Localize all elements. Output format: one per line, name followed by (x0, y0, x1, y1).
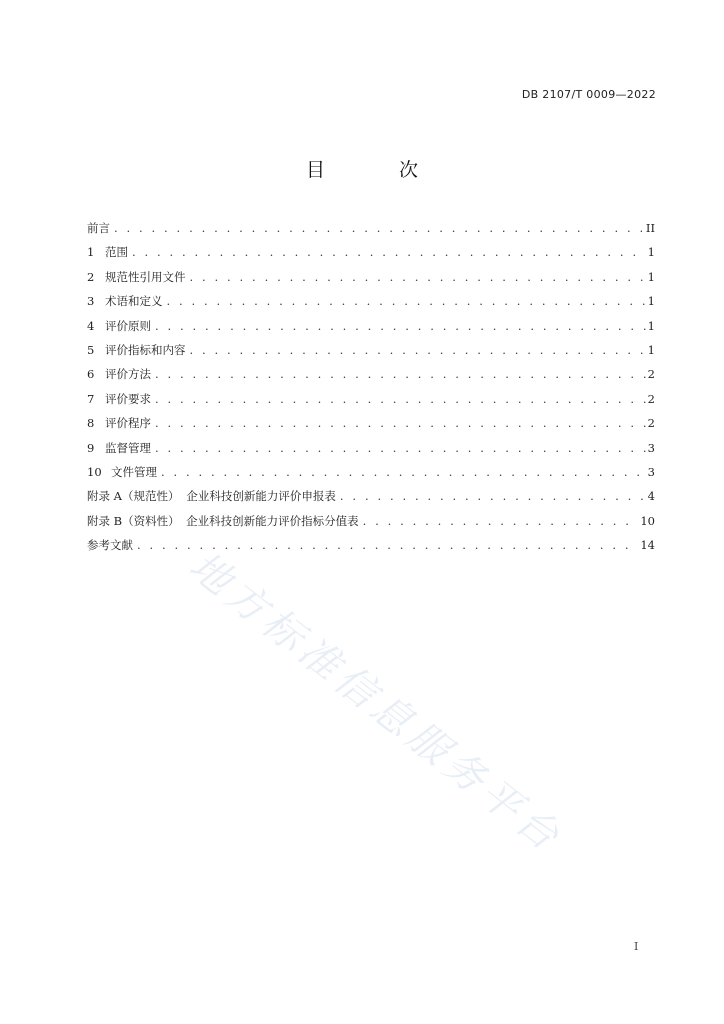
watermark: 地方标准信息服务平台 (180, 543, 572, 863)
toc-entry-number: 9 (87, 440, 95, 455)
toc-entry-references[interactable] (87, 533, 655, 557)
toc-entry-4[interactable] (87, 314, 655, 338)
toc-entry-label: 附录 A（规范性） (87, 489, 180, 504)
toc-leader-dots (363, 509, 639, 533)
toc-entry-label: 监督管理 (105, 440, 151, 455)
toc-entry-page: 2 (647, 416, 655, 431)
toc-leader-dots (155, 362, 646, 386)
toc-leader-dots (161, 460, 646, 484)
toc-entry-2[interactable] (87, 265, 655, 289)
toc-entry-number: 10 (87, 464, 102, 479)
toc-entry-number: 5 (87, 342, 95, 357)
toc-entry-page: 1 (647, 318, 655, 333)
toc-entry-label: 术语和定义 (105, 294, 163, 309)
toc-leader-dots (137, 533, 638, 557)
toc-entry-foreword[interactable] (87, 216, 655, 240)
toc-entry-number: 6 (87, 367, 95, 382)
toc-entry-page: 1 (647, 245, 655, 260)
toc-entry-number: 3 (87, 294, 95, 309)
toc-leader-dots (190, 338, 646, 362)
toc-entry-3[interactable] (87, 289, 655, 313)
toc-entry-label: 参考文献 (87, 538, 133, 553)
toc-entry-page: 1 (647, 294, 655, 309)
toc-leader-dots (155, 411, 646, 435)
toc-title: 目 次 (305, 159, 453, 181)
toc-entry-8[interactable] (87, 411, 655, 435)
toc-leader-dots (190, 265, 646, 289)
toc-entry-page: 14 (640, 538, 655, 553)
toc-entry-label: 评价程序 (105, 416, 151, 431)
toc-leader-dots (114, 216, 644, 240)
toc-leader-dots (155, 314, 646, 338)
toc-entry-appendix-a[interactable] (87, 484, 655, 508)
toc-entry-page: 2 (647, 391, 655, 406)
toc-entry-page: 3 (647, 440, 655, 455)
toc-entry-6[interactable] (87, 362, 655, 386)
toc-entry-label: 附录 B（资料性） (87, 513, 180, 528)
toc-leader-dots (167, 289, 646, 313)
page-number: I (634, 940, 639, 953)
toc-leader-dots (155, 387, 646, 411)
toc-entry-label: 规范性引用文件 (105, 269, 186, 284)
toc-entry-subtitle: 企业科技创新能力评价申报表 (186, 489, 336, 504)
toc-entry-number: 2 (87, 269, 95, 284)
toc-entry-page: 2 (647, 367, 655, 382)
toc-entry-number: 1 (87, 245, 95, 260)
toc-entry-number: 4 (87, 318, 95, 333)
toc-entry-appendix-b[interactable] (87, 509, 655, 533)
toc-entry-label: 评价原则 (105, 318, 151, 333)
toc-entry-label: 范围 (105, 245, 128, 260)
toc-entry-subtitle: 企业科技创新能力评价指标分值表 (186, 513, 359, 528)
toc-entry-7[interactable] (87, 387, 655, 411)
toc-leader-dots (340, 484, 646, 508)
toc-entry-label: 文件管理 (111, 464, 157, 479)
toc-entry-9[interactable] (87, 436, 655, 460)
table-of-contents (87, 216, 655, 557)
toc-leader-dots (132, 240, 646, 264)
toc-leader-dots (155, 436, 646, 460)
toc-entry-page: 4 (647, 489, 655, 504)
toc-entry-page: 1 (647, 269, 655, 284)
toc-entry-1[interactable] (87, 240, 655, 264)
toc-entry-number: 8 (87, 416, 95, 431)
toc-entry-5[interactable] (87, 338, 655, 362)
toc-entry-label: 前言 (87, 221, 110, 235)
toc-entry-page: 3 (647, 464, 655, 479)
toc-entry-label: 评价方法 (105, 367, 151, 382)
toc-entry-page: 10 (640, 513, 655, 528)
toc-entry-page: II (645, 221, 655, 235)
toc-entry-number: 7 (87, 391, 95, 406)
toc-entry-label: 评价指标和内容 (105, 342, 186, 357)
toc-entry-label: 评价要求 (105, 391, 151, 406)
toc-entry-page: 1 (647, 342, 655, 357)
toc-entry-10[interactable] (87, 460, 655, 484)
document-code: DB 2107/T 0009—2022 (521, 88, 656, 101)
